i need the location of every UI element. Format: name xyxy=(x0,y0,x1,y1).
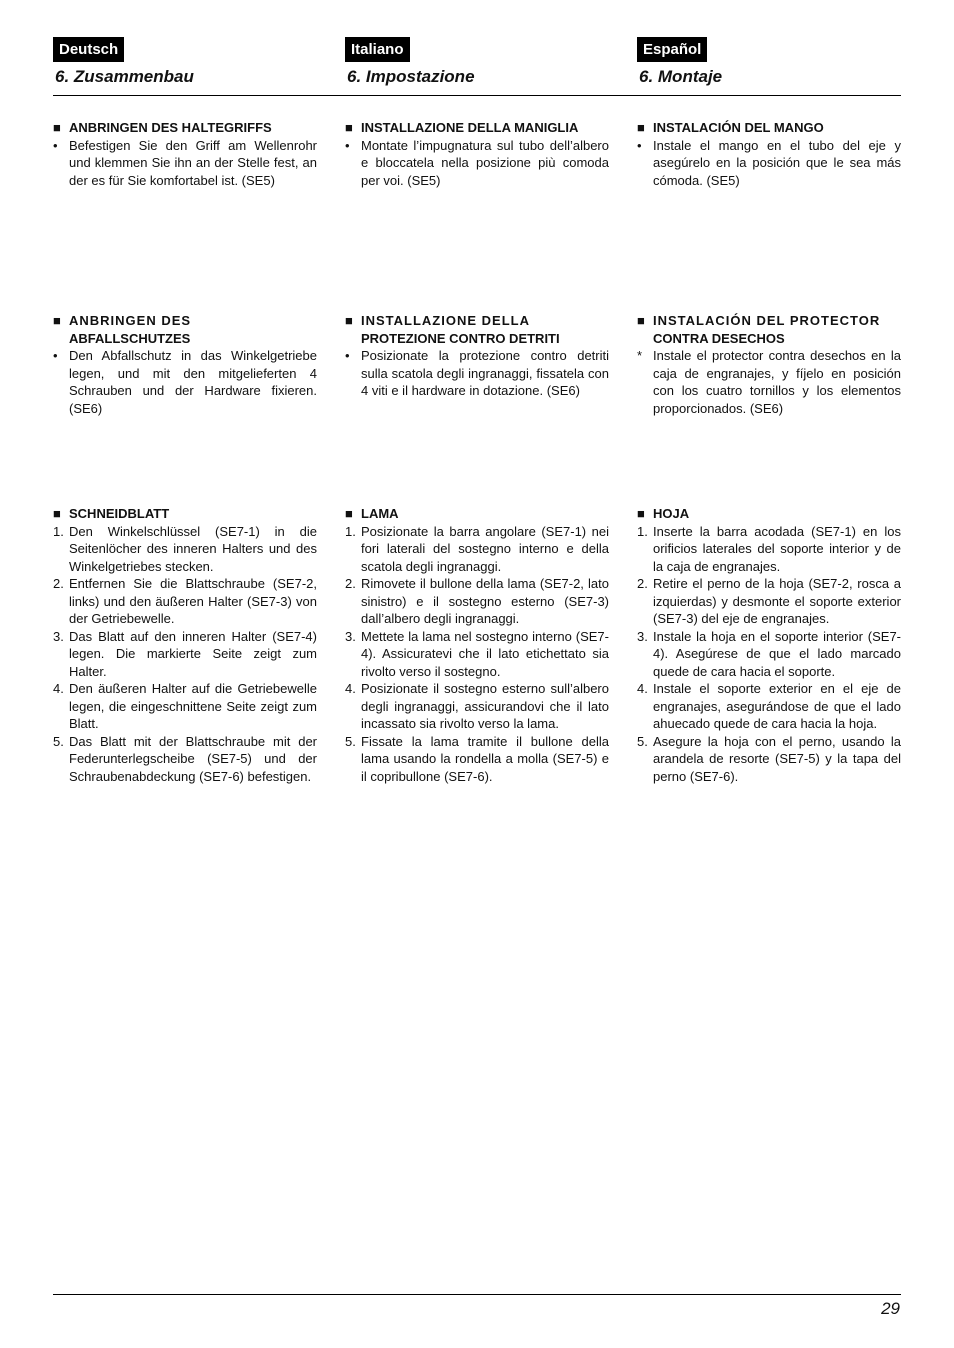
item-text: Instale el protector contra desechos en la caja de engranajes, y fíjelo en posición con los cuatro tornillos y los elementos proporcionados. (SE6) xyxy=(653,348,901,416)
item-text: Instale el soporte exterior en el eje de engranajes, asegurándose de que el lado ahuecado quede de cara hacia la hoja. xyxy=(653,681,901,731)
section-handle xyxy=(345,119,609,189)
section-heading: ■ INSTALACIÓN DEL MANGO xyxy=(637,120,824,135)
list-item xyxy=(345,523,609,576)
chapter-title: 6. Zusammenbau xyxy=(55,67,194,86)
list-item xyxy=(345,137,609,190)
list-item xyxy=(637,628,901,681)
item-text: Posizionate la protezione contro detriti sulla scatola degli ingranaggi, fissatela con 4 viti e il hardware in dotazione. (SE6) xyxy=(361,348,609,398)
section-blade xyxy=(53,505,317,785)
square-bullet-icon: ■ xyxy=(637,313,645,328)
list-item xyxy=(637,347,901,417)
square-bullet-icon: ■ xyxy=(53,313,61,328)
page-number: 29 xyxy=(881,1299,900,1318)
list-item xyxy=(345,733,609,786)
item-marker: * xyxy=(637,348,643,363)
section-heading: ■ HOJA xyxy=(637,506,690,521)
item-text: Das Blatt mit der Blattschraube mit der Federunterlegscheibe (SE7-5) und der Schraubenabdeckung (SE7-6) befestigen. xyxy=(69,733,317,784)
list-item xyxy=(637,523,901,576)
language-label: Italiano xyxy=(345,37,410,62)
item-text: Das Blatt auf den inneren Halter (SE7-4) legen. Die markierte Seite zeigt zum Halter. xyxy=(69,628,317,679)
item-marker: 4. xyxy=(53,681,64,696)
item-text: Fissate la lama tramite il bullone della lama usando la rondella a molla (SE7-5) e il copribullone (SE7-6). xyxy=(361,733,609,784)
item-marker: 5. xyxy=(53,733,64,749)
section-handle xyxy=(53,119,317,189)
item-text: Den Abfallschutz in das Winkelgetriebe legen, und mit den mitgelieferten 4 Schrauben und der Hardware fixieren. (SE6) xyxy=(69,348,317,416)
language-label: Deutsch xyxy=(53,37,124,62)
item-marker: 1. xyxy=(345,523,356,539)
item-text: Mettete la lama nel sostegno interno (SE7-4). Assicuratevi che il lato etichettato sia rivolto verso il sostegno. xyxy=(361,628,609,679)
item-text: Retire el perno de la hoja (SE7-2, rosca a izquierdas) y desmonte el soporte exterior (SE7-3) del eje de engranajes. xyxy=(653,576,901,626)
chapter-title: 6. Montaje xyxy=(639,67,723,86)
item-marker: 4. xyxy=(345,681,356,696)
section-blade xyxy=(637,505,901,785)
list-item xyxy=(53,347,317,417)
item-marker: 1. xyxy=(637,523,648,539)
item-marker: 5. xyxy=(637,733,648,749)
item-marker: • xyxy=(53,348,58,363)
item-marker: 2. xyxy=(637,576,648,591)
item-marker: • xyxy=(637,137,642,153)
square-bullet-icon: ■ xyxy=(345,120,353,135)
item-marker: • xyxy=(345,348,350,363)
item-text: Den Winkelschlüssel (SE7-1) in die Seitenlöcher des inneren Halters und des Winkelgetriebes stecken. xyxy=(69,523,317,574)
item-text: Instale la hoja en el soporte interior (SE7-4). Asegúrese de que el lado marcado quede de cara hacia el soporte. xyxy=(653,628,901,679)
item-text: Inserte la barra acodada (SE7-1) en los orificios laterales del soporte interior y de la caja de engranajes. xyxy=(653,523,901,574)
list-item xyxy=(53,523,317,576)
list-item xyxy=(345,628,609,681)
square-bullet-icon: ■ xyxy=(637,120,645,135)
list-item xyxy=(345,347,609,400)
item-text: Den äußeren Halter auf die Getriebewelle legen, die eingeschnittene Seite zeigt zum Blatt. xyxy=(69,681,317,731)
item-text: Befestigen Sie den Griff am Wellenrohr und klemmen Sie ihn an der Stelle fest, an der es für Sie komfortabel ist. (SE5) xyxy=(69,137,317,188)
section-blade xyxy=(345,505,609,785)
section-debris-shield xyxy=(345,312,609,400)
list-item xyxy=(53,137,317,190)
square-bullet-icon: ■ xyxy=(637,506,645,521)
list-item xyxy=(637,680,901,733)
section-heading-continued: PROTEZIONE CONTRO DETRITI xyxy=(361,330,560,346)
square-bullet-icon: ■ xyxy=(53,120,61,135)
item-marker: 2. xyxy=(345,576,356,591)
section-heading: ■ ANBRINGEN DES HALTEGRIFFS xyxy=(53,120,272,135)
section-heading: ■ INSTALLAZIONE DELLA xyxy=(345,313,530,328)
section-heading: ■ SCHNEIDBLATT xyxy=(53,506,170,521)
list-item xyxy=(53,575,317,628)
item-marker: 3. xyxy=(637,628,648,644)
chapter-title: 6. Impostazione xyxy=(347,67,475,86)
square-bullet-icon: ■ xyxy=(53,506,61,521)
section-handle xyxy=(637,119,901,189)
list-item xyxy=(637,137,901,190)
list-item xyxy=(53,628,317,681)
item-marker: • xyxy=(345,137,350,153)
item-text: Posizionate il sostegno esterno sull’albero degli ingranaggi, assicurandovi che il lato incassato sia rivolto verso la lama. xyxy=(361,681,609,731)
item-text: Instale el mango en el tubo del eje y asegúrelo en la posición que le sea más cómoda. (SE5) xyxy=(653,137,901,188)
section-heading-continued: CONTRA DESECHOS xyxy=(653,330,785,346)
square-bullet-icon: ■ xyxy=(345,313,353,328)
item-marker: 3. xyxy=(345,628,356,644)
item-text: Rimovete il bullone della lama (SE7-2, lato sinistro) e il sostegno esterno (SE7-3) dall’albero degli ingranaggi. xyxy=(361,576,609,626)
square-bullet-icon: ■ xyxy=(345,506,353,521)
language-label: Español xyxy=(637,37,707,62)
item-text: Asegure la hoja con el perno, usando la arandela de resorte (SE7-5) y la tapa del perno (SE7-6). xyxy=(653,733,901,784)
item-text: Montate l’impugnatura sul tubo dell’albero e bloccatela nella posizione più comoda per voi. (SE5) xyxy=(361,137,609,188)
section-heading: ■ ANBRINGEN DES xyxy=(53,313,192,328)
section-heading: ■ INSTALLAZIONE DELLA MANIGLIA xyxy=(345,120,579,135)
item-marker: 4. xyxy=(637,681,648,696)
list-item xyxy=(53,680,317,733)
item-marker: 2. xyxy=(53,576,64,591)
item-text: Posizionate la barra angolare (SE7-1) nei fori laterali del sostegno interno e della scatola degli ingranaggi. xyxy=(361,523,609,574)
section-heading-continued: ABFALLSCHUTZES xyxy=(69,330,191,346)
list-item xyxy=(345,680,609,733)
item-marker: 3. xyxy=(53,628,64,644)
header-rule xyxy=(53,95,901,96)
item-marker: 1. xyxy=(53,523,64,539)
section-debris-shield xyxy=(637,312,901,417)
section-heading: ■ INSTALACIÓN DEL PROTECTOR xyxy=(637,313,881,328)
item-text: Entfernen Sie die Blattschraube (SE7-2, links) und den äußeren Halter (SE7-3) von der Getriebewelle. xyxy=(69,576,317,626)
item-marker: • xyxy=(53,137,58,153)
section-debris-shield xyxy=(53,312,317,417)
item-marker: 5. xyxy=(345,733,356,749)
list-item xyxy=(53,733,317,786)
list-item xyxy=(637,575,901,628)
list-item xyxy=(637,733,901,786)
footer-rule xyxy=(53,1294,901,1295)
list-item xyxy=(345,575,609,628)
section-heading: ■ LAMA xyxy=(345,506,399,521)
